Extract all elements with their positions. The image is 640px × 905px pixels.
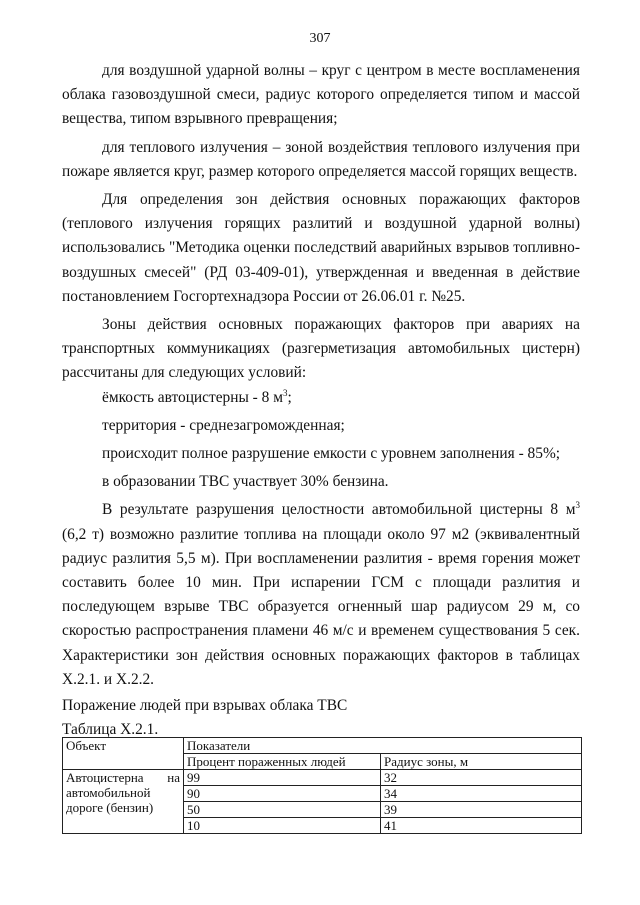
radius-cell: 34 [381, 786, 582, 802]
damage-table [62, 737, 582, 834]
radius-cell: 39 [381, 802, 582, 818]
paragraph-zones: Зоны действия основных поражающих факторов при авариях на транспортных коммуникациях (разгерметизация автомобильных цистерн) рассчитаны для следующих условий: [62, 316, 580, 382]
condition-territory: территория - среднезагроможденная; [102, 416, 345, 434]
header-percent: Процент пораженных людей [184, 754, 381, 770]
paragraph-result: В результате разрушения целостности автомобильной цистерны 8 $м^3$ (6,2 т) возможно разлитие топлива на площади около 97 м2 (эквивалентный радиус разлития 5,5 м). При воспламенении разлития - время горения может составить более 10 мин. При испарении ГСМ с площади разлития и последующем взрыве ТВС образуется огненный шар радиусом 29 м, со скоростью распространения пламени 46 м/с и временем существования 5 сек. Характеристики зон действия основных поражающих факторов в таблицах Х.2.1. и Х.2.2. [62, 500, 580, 688]
percent-cell: 90 [184, 786, 381, 802]
document-body [62, 59, 580, 742]
radius-cell: 41 [381, 818, 582, 834]
table-header-row [63, 738, 582, 754]
object-cell: Автоцистерна на автомобильной дороге (бензин) [63, 770, 184, 834]
percent-cell: 50 [184, 802, 381, 818]
percent-cell: 99 [184, 770, 381, 786]
percent-cell: 10 [184, 818, 381, 834]
table-label: Таблица Х.2.1. [62, 721, 159, 739]
table-row [63, 770, 582, 786]
page-number: 307 [309, 31, 331, 46]
condition-destruction: происходит полное разрушение емкости с уровнем заполнения - 85%; [102, 445, 561, 463]
condition-tank-volume: ёмкость автоцистерны - 8 $м^3$; [102, 387, 292, 406]
header-indicators: Показатели [184, 738, 582, 754]
condition-tvs: в образовании ТВС участвует 30% бензина. [102, 473, 389, 491]
table-caption: Поражение людей при взрывах облака ТВС [62, 697, 348, 715]
paragraph-shock-wave: для воздушной ударной волны – круг с центром в месте воспламенения облака газовоздушной смеси, радиус которого определяется типом и массой вещества, типом взрывного превращения; [62, 62, 580, 128]
header-radius: Радиус зоны, м [381, 754, 582, 770]
paragraph-thermal: для теплового излучения – зоной воздействия теплового излучения при пожаре является круг, размер которого определяется массой горящих веществ. [62, 138, 580, 180]
paragraph-methodology: Для определения зон действия основных поражающих факторов (теплового излучения горящих разлитий и воздушной ударной волны) использовались "Методика оценки последствий аварийных взрывов топливно-воздушных смесей" (РД 03-409-01), утвержденная и введенная в действие постановлением Госгортехнадзора России от 26.06.01 г. №25. [62, 191, 580, 305]
radius-cell: 32 [381, 770, 582, 786]
header-object: Объект [63, 738, 184, 770]
